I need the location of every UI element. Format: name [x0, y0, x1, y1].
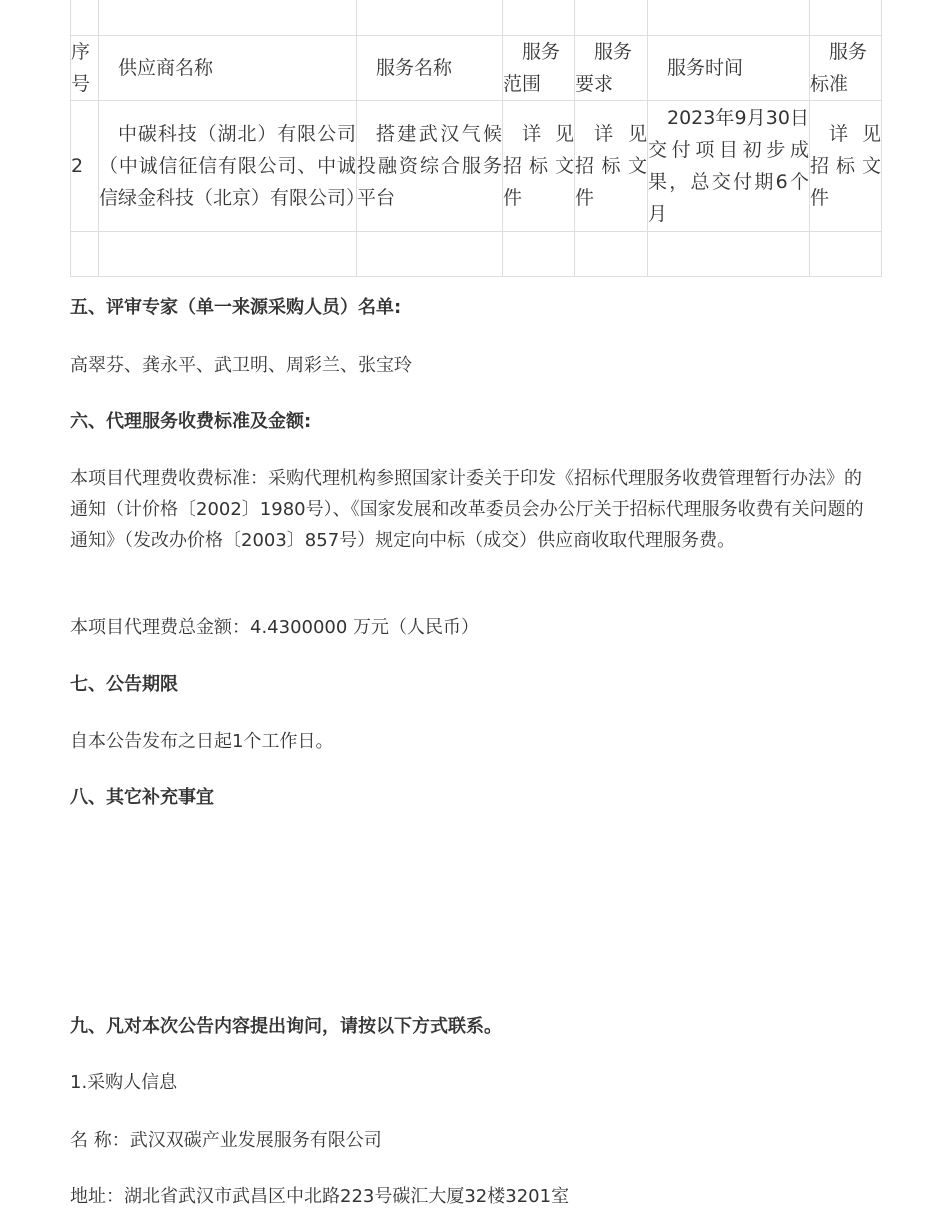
cell-service-name: 搭建武汉气候投融资综合服务平台	[357, 101, 503, 232]
section-5-experts: 高翠芬、龚永平、武卫明、周彩兰、张宝玲	[70, 355, 412, 376]
cell-service-standard: 详见招标文件	[810, 101, 882, 232]
cell-service-requirement: 详见招标文件	[575, 101, 648, 232]
section-6-fee-total: 本项目代理费总金额：4.4300000 万元（人民币）	[70, 617, 480, 638]
section-9-heading: 九、凡对本次公告内容提出询问，请按以下方式联系。	[70, 1016, 502, 1037]
header-service-name: 服务名称	[357, 36, 503, 101]
cell-seq: 2	[71, 101, 99, 232]
service-table	[70, 0, 882, 277]
table-header-row	[71, 36, 882, 101]
header-service-scope: 服务范围	[503, 36, 575, 101]
section-6-fee-standard: 本项目代理费收费标准：采购代理机构参照国家计委关于印发《招标代理服务收费管理暂行办法》的通知（计价格〔2002〕1980号）、《国家发展和改革委员会办公厅关于招标代理服务收费有关问题的通知》（发改办价格〔2003〕857号）规定向中标（成交）供应商收取代理服务费。	[70, 468, 864, 551]
header-supplier: 供应商名称	[99, 36, 357, 101]
section-6-heading: 六、代理服务收费标准及金额:	[70, 411, 312, 432]
cell-supplier: 中碳科技（湖北）有限公司（中诚信征信有限公司、中诚信绿金科技（北京）有限公司）	[99, 101, 357, 232]
section-7-heading: 七、公告期限	[70, 674, 178, 695]
purchaser-name: 名 称：武汉双碳产业发展服务有限公司	[70, 1130, 382, 1151]
cell-service-time: 2023年9月30日交付项目初步成果，总交付期6个月	[648, 101, 810, 232]
header-seq: 序号	[71, 36, 99, 101]
purchaser-info-heading: 1.采购人信息	[70, 1072, 178, 1093]
table-row-empty-top	[71, 0, 882, 36]
header-service-standard: 服务标准	[810, 36, 882, 101]
table-row	[71, 101, 882, 232]
header-service-time: 服务时间	[648, 36, 810, 101]
table-row-empty-bottom	[71, 232, 882, 277]
section-5-heading: 五、评审专家（单一来源采购人员）名单:	[70, 297, 402, 318]
cell-service-scope: 详见招标文件	[503, 101, 575, 232]
header-service-requirement: 服务要求	[575, 36, 648, 101]
section-8-heading: 八、其它补充事宜	[70, 787, 214, 808]
purchaser-address: 地址：湖北省武汉市武昌区中北路223号碳汇大厦32楼3201室	[70, 1186, 570, 1207]
section-7-period: 自本公告发布之日起1个工作日。	[70, 731, 334, 752]
